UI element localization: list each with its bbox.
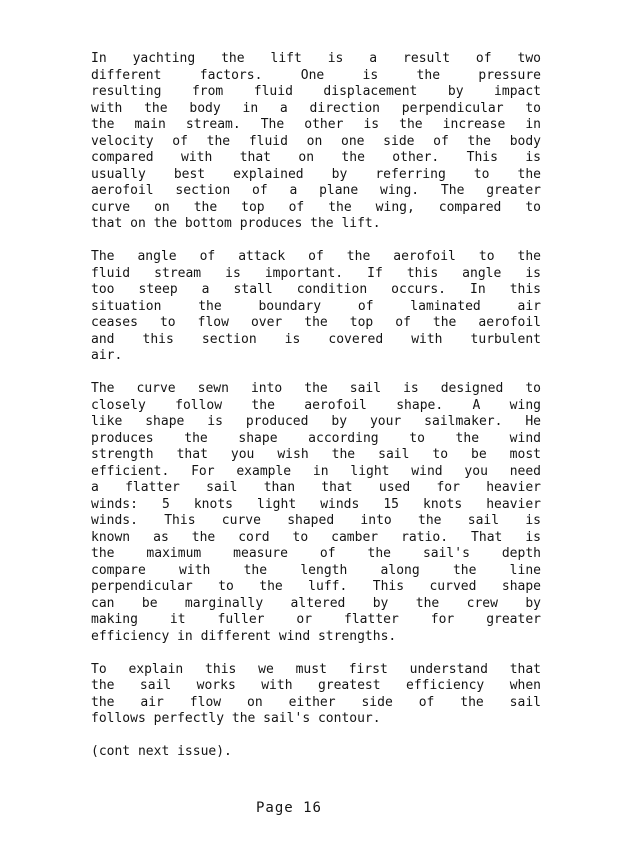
text-line: can be marginally altered by the crew by — [91, 595, 541, 611]
text-line: with the body in a direction perpendicular to — [91, 100, 541, 116]
text-line: a flatter sail than that used for heavier — [91, 480, 541, 495]
text-line: winds. This curve shaped into the sail is — [91, 513, 541, 528]
paragraph-gap — [91, 233, 541, 250]
text-line: (cont next issue). — [91, 744, 232, 759]
text-line: The angle of attack of the aerofoil to the — [91, 249, 541, 264]
text-line: compared with that on the other. This is — [91, 150, 541, 165]
text-line: perpendicular to the luff. This curved shape — [91, 579, 541, 594]
text-line: the main stream. The other is the increase in — [91, 117, 541, 132]
text-line: too steep a stall condition occurs. In this — [91, 282, 541, 297]
text-line: the air flow on either side of the sail — [91, 694, 541, 710]
paragraph-angle-of-attack — [91, 249, 541, 365]
text-line: The curve sewn into the sail is designed to — [91, 381, 541, 396]
text-line: different factors. One is the pressure — [91, 67, 541, 83]
continuation-note — [91, 744, 541, 761]
paragraph-gap — [91, 728, 541, 745]
text-line: making it fuller or flatter for greater — [91, 612, 541, 627]
text-line: known as the cord to camber ratio. That is — [91, 529, 541, 545]
text-line: curve on the top of the wing, compared to — [91, 199, 541, 215]
text-line: closely follow the aerofoil shape. A wing — [91, 397, 541, 413]
text-line: like shape is produced by your sailmaker. He — [91, 414, 541, 429]
text-line: produces the shape according to the wind — [91, 430, 541, 446]
paragraph-sail-curve — [91, 381, 541, 645]
text-line: winds: 5 knots light winds 15 knots heavier — [91, 496, 541, 512]
text-line: usually best explained by referring to the — [91, 166, 541, 182]
article-body — [91, 51, 541, 761]
text-line: efficient. For example in light wind you need — [91, 463, 541, 479]
text-line: follows perfectly the sail's contour. — [91, 711, 381, 726]
paragraph-lift — [91, 51, 541, 233]
text-line: the sail works with greatest efficiency when — [91, 678, 541, 693]
text-line: compare with the length along the line — [91, 562, 541, 578]
page-number: Page 16 — [255, 800, 322, 816]
text-line: efficiency in different wind strengths. — [91, 628, 397, 644]
text-line: velocity of the fluid on one side of the body — [91, 133, 541, 149]
text-line: ceases to flow over the top of the aerofoil — [91, 315, 541, 330]
paragraph-gap — [91, 365, 541, 382]
text-line: the maximum measure of the sail's depth — [91, 546, 541, 561]
text-line: and this section is covered with turbulent — [91, 331, 541, 347]
text-line: resulting from fluid displacement by impact — [91, 84, 541, 99]
text-line: fluid stream is important. If this angle is — [91, 265, 541, 281]
text-line: air. — [91, 348, 123, 363]
text-line: aerofoil section of a plane wing. The greater — [91, 183, 541, 198]
text-line: In yachting the lift is a result of two — [91, 51, 541, 66]
paragraph-air-flow — [91, 662, 541, 728]
text-line: strength that you wish the sail to be most — [91, 447, 541, 462]
text-line: situation the boundary of laminated air — [91, 298, 541, 314]
text-line: To explain this we must first understand that — [91, 661, 541, 677]
paragraph-gap — [91, 645, 541, 662]
text-line: that on the bottom produces the lift. — [91, 216, 381, 231]
